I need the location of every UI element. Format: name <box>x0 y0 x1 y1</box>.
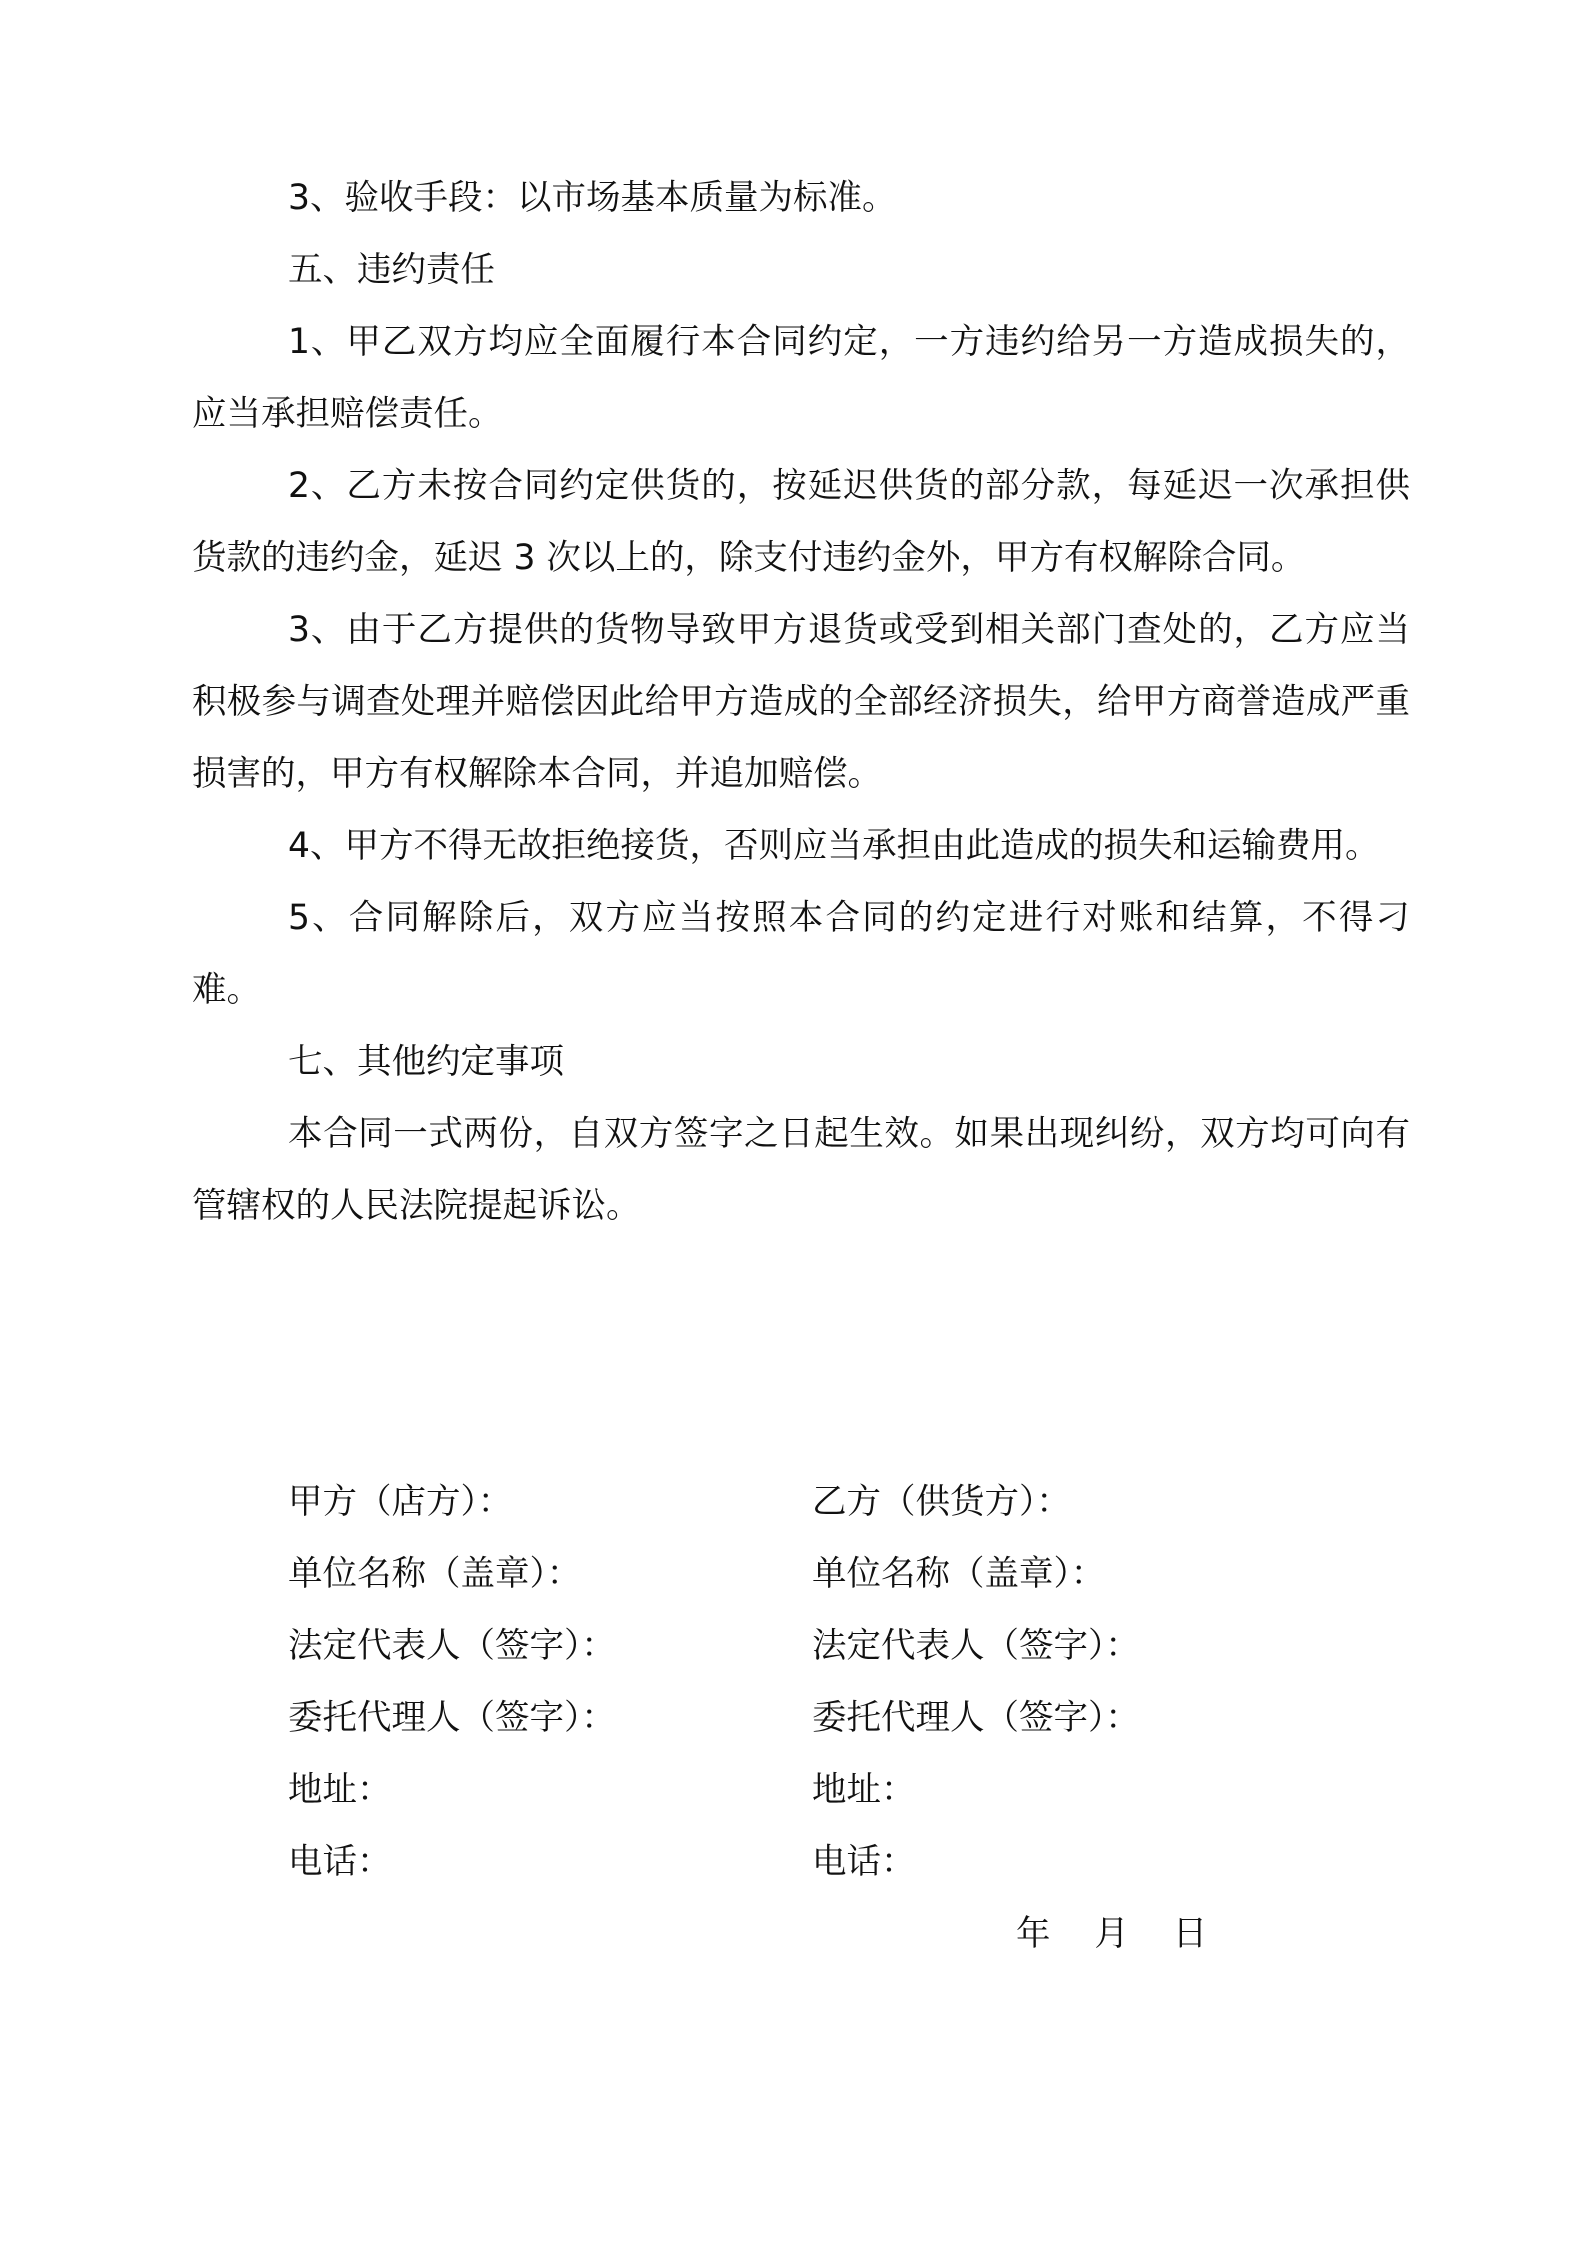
signature-row <box>288 1826 1288 1898</box>
date-line: 年 月 日 <box>1016 1914 1208 1954</box>
signature-row <box>288 1682 1288 1754</box>
party-a-agent-label: 委托代理人（签字）： <box>288 1698 616 1738</box>
party-b-label: 乙方（供货方）： <box>812 1482 1071 1522</box>
party-b-company-seal-label: 单位名称（盖章）： <box>812 1554 1106 1594</box>
party-a-company-seal-label: 单位名称（盖章）： <box>288 1554 582 1594</box>
breach-clause-1: 1、甲乙双方均应全面履行本合同约定，一方违约给另一方造成损失的，应当承担赔偿责任。 <box>192 322 1410 434</box>
contract-body <box>192 162 1410 1242</box>
signature-row <box>288 1466 1288 1538</box>
party-b-agent-label: 委托代理人（签字）： <box>812 1698 1140 1738</box>
other-terms-clause: 本合同一式两份，自双方签字之日起生效。如果出现纠纷，双方均可向有管辖权的人民法院提起诉讼。 <box>192 1114 1410 1226</box>
section-heading-other-terms: 七、其他约定事项 <box>288 1042 564 1082</box>
party-a-legal-rep-label: 法定代表人（签字）： <box>288 1626 616 1666</box>
party-b-address-label: 地址： <box>812 1770 916 1810</box>
party-b-legal-rep-label: 法定代表人（签字）： <box>812 1626 1140 1666</box>
party-a-label: 甲方（店方）： <box>288 1482 513 1522</box>
breach-clause-5: 5、合同解除后，双方应当按照本合同的约定进行对账和结算，不得刁难。 <box>192 898 1410 1010</box>
signature-block <box>288 1466 1288 1898</box>
breach-clause-4: 4、甲方不得无故拒绝接货，否则应当承担由此造成的损失和运输费用。 <box>288 826 1380 866</box>
signature-row <box>288 1754 1288 1826</box>
party-a-address-label: 地址： <box>288 1770 392 1810</box>
section-heading-breach-liability: 五、违约责任 <box>288 250 495 290</box>
breach-clause-2: 2、乙方未按合同约定供货的，按延迟供货的部分款，每延迟一次承担供货款的违约金，延迟 3 次以上的，除支付违约金外，甲方有权解除合同。 <box>192 466 1410 578</box>
signature-row <box>288 1610 1288 1682</box>
breach-clause-3: 3、由于乙方提供的货物导致甲方退货或受到相关部门查处的，乙方应当积极参与调查处理并赔偿因此给甲方造成的全部经济损失，给甲方商誉造成严重损害的，甲方有权解除本合同，并追加赔偿。 <box>192 610 1410 794</box>
acceptance-clause: 3、验收手段：以市场基本质量为标准。 <box>288 178 897 218</box>
party-a-phone-label: 电话： <box>288 1842 392 1882</box>
signature-row <box>288 1538 1288 1610</box>
party-b-phone-label: 电话： <box>812 1842 916 1882</box>
